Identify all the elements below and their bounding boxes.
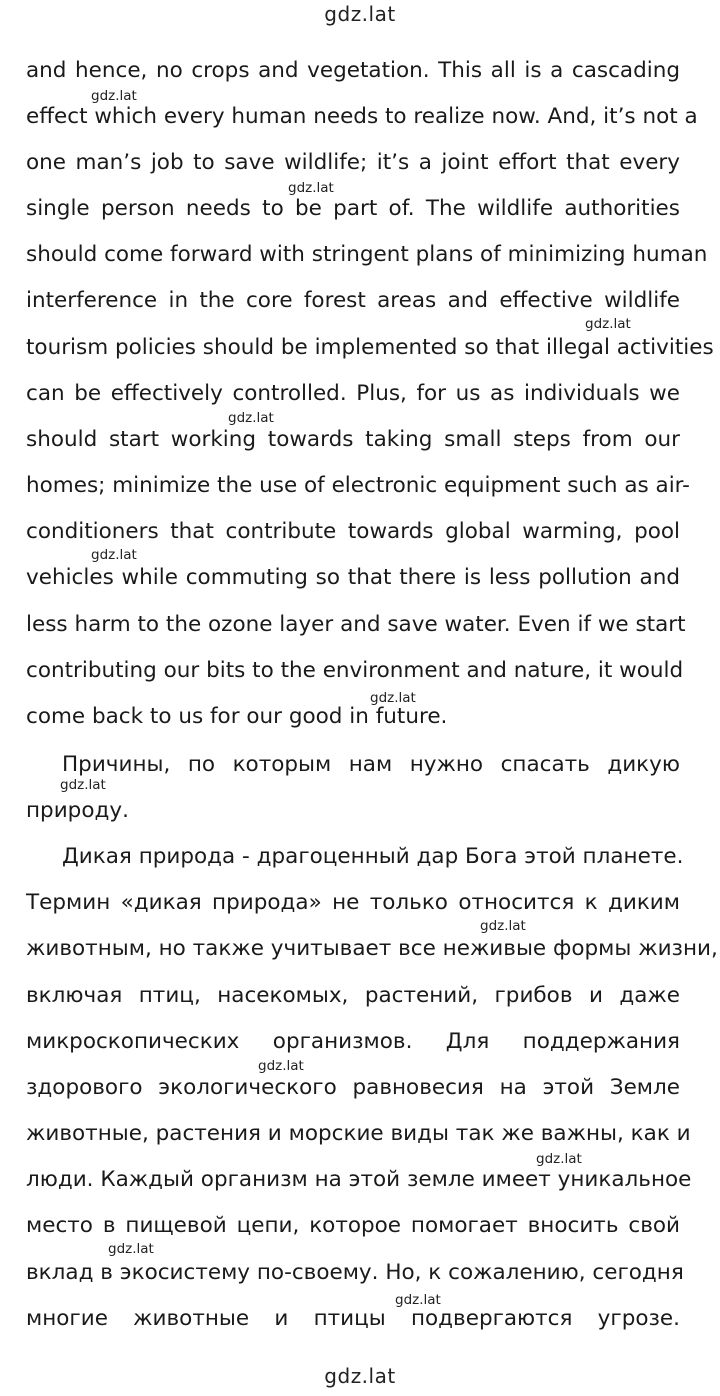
text-line: животным, но также учитывает все неживые формы жизни, [26,936,718,961]
watermark: gdz.lat [108,1241,154,1257]
watermark: gdz.lat [258,1058,304,1074]
watermark: gdz.lat [91,547,137,563]
text-line: микроскопических организмов. Для поддержания [26,1029,680,1054]
text-line: and hence, no crops and vegetation. This all is a cascading [26,58,680,83]
text-line: вклад в экосистему по-своему. Но, к сожалению, сегодня [26,1260,684,1285]
watermark: gdz.lat [585,316,631,332]
text-line: животные, растения и морские виды так же важны, как и [26,1121,691,1146]
watermark: gdz.lat [228,410,274,426]
text-line: should come forward with stringent plans of minimizing human [26,242,708,267]
text-line: Дикая природа - драгоценный дар Бога этой планете. [62,844,684,869]
heading-line: природу. [26,798,129,823]
text-line: conditioners that contribute towards global warming, pool [26,519,680,544]
text-line: contributing our bits to the environment and nature, it would [26,658,684,683]
text-line: should start working towards taking small steps from our [26,427,680,452]
watermark: gdz.lat [536,1151,582,1167]
text-line: многие животные и птицы подвергаются угрозе. [26,1306,680,1331]
text-line: one man’s job to save wildlife; it’s a joint effort that every [26,150,680,175]
text-line: effect which every human needs to realize now. And, it’s not a [26,104,698,129]
text-line: interference in the core forest areas and effective wildlife [26,288,680,313]
text-line: включая птиц, насекомых, растений, грибов и даже [26,983,680,1008]
page-header-watermark: gdz.lat [324,2,396,26]
watermark: gdz.lat [91,88,137,104]
watermark: gdz.lat [370,690,416,706]
text-line: место в пищевой цепи, которое помогает вносить свой [26,1213,680,1238]
text-line: Термин «дикая природа» не только относится к диким [26,890,680,915]
text-line: tourism policies should be implemented so that illegal activities [26,335,714,360]
text-line: can be effectively controlled. Plus, for us as individuals we [26,381,680,406]
text-line: single person needs to be part of. The wildlife authorities [26,196,680,221]
text-line: vehicles while commuting so that there is less pollution and [26,565,680,590]
text-line: homes; minimize the use of electronic equipment such as air- [26,473,690,498]
watermark: gdz.lat [288,180,334,196]
watermark: gdz.lat [395,1292,441,1308]
text-line: люди. Каждый организм на этой земле имеет уникальное [26,1167,692,1192]
text-line: less harm to the ozone layer and save water. Even if we start [26,612,686,637]
watermark: gdz.lat [480,918,526,934]
watermark: gdz.lat [60,777,106,793]
text-line: come back to us for our good in future. [26,704,448,729]
page-footer-watermark: gdz.lat [324,1364,396,1388]
heading-line: Причины, по которым нам нужно спасать дикую [62,752,680,777]
text-line: здорового экологического равновесия на этой Земле [26,1075,680,1100]
